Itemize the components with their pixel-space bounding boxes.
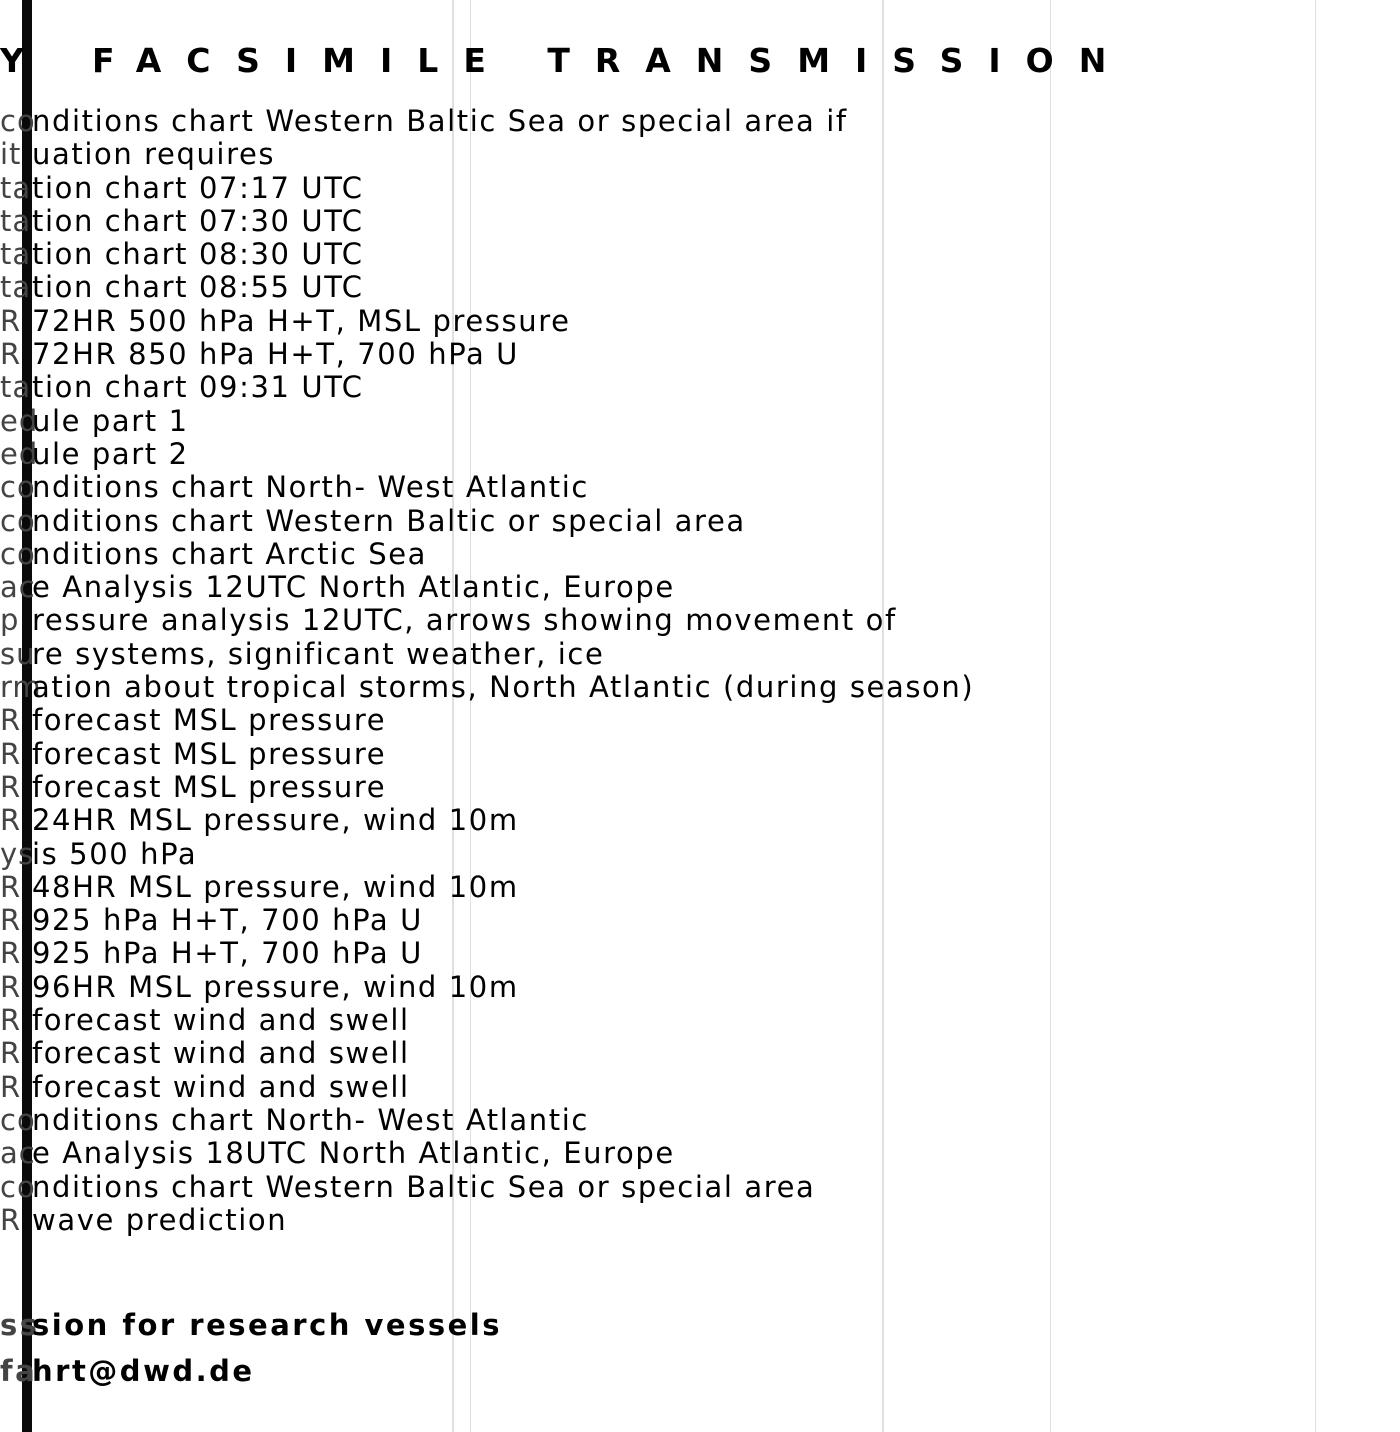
- line-text: nditions chart Western Baltic or special area: [32, 503, 746, 538]
- line-edge-fragment: ac: [0, 570, 36, 605]
- header-edge-glyph: Y: [0, 41, 49, 80]
- schedule-line: [0, 505, 1400, 538]
- line-text: nditions chart Arctic Sea: [32, 536, 428, 571]
- line-text: 72HR 500 hPa H+T, MSL pressure: [32, 303, 571, 338]
- line-text: wave prediction: [32, 1202, 288, 1237]
- schedule-line: [0, 405, 1400, 438]
- line-edge-fragment: ys: [0, 836, 35, 871]
- line-edge-fragment: R: [0, 736, 22, 771]
- schedule-line: [0, 1004, 1400, 1037]
- line-edge-fragment: co: [0, 1102, 36, 1137]
- line-text: is 500 hPa: [32, 836, 198, 871]
- schedule-line: [0, 371, 1400, 404]
- line-edge-fragment: ed: [0, 436, 39, 471]
- line-edge-fragment: su: [0, 636, 36, 671]
- line-text: ule part 2: [32, 436, 189, 471]
- schedule-line: [0, 671, 1400, 704]
- line-text: 24HR MSL pressure, wind 10m: [32, 803, 519, 838]
- schedule-line: [0, 838, 1400, 871]
- line-text: forecast wind and swell: [32, 1069, 410, 1104]
- line-text: ule part 1: [32, 403, 189, 438]
- line-edge-fragment: ta: [0, 203, 32, 238]
- line-text: forecast MSL pressure: [32, 703, 387, 738]
- schedule-line: [0, 1071, 1400, 1104]
- schedule-line: [0, 937, 1400, 970]
- line-edge-fragment: ta: [0, 170, 32, 205]
- line-text: 925 hPa H+T, 700 hPa U: [32, 936, 423, 971]
- schedule-line: [0, 438, 1400, 471]
- email-edge-fragment: fa: [0, 1354, 38, 1388]
- line-edge-fragment: co: [0, 1169, 36, 1204]
- schedule-line: [0, 105, 1400, 138]
- line-text: ressure analysis 12UTC, arrows showing movement of: [32, 603, 897, 638]
- line-text: forecast wind and swell: [32, 1003, 410, 1038]
- line-text: 72HR 850 hPa H+T, 700 hPa U: [32, 337, 520, 372]
- schedule-line: [0, 238, 1400, 271]
- line-edge-fragment: R: [0, 869, 22, 904]
- line-edge-fragment: R: [0, 303, 22, 338]
- line-edge-fragment: co: [0, 470, 36, 505]
- email-address: hrt@dwd.de: [32, 1354, 255, 1388]
- line-edge-fragment: co: [0, 536, 36, 571]
- line-text: re systems, significant weather, ice: [32, 636, 605, 671]
- schedule-line: [0, 971, 1400, 1004]
- line-edge-fragment: ta: [0, 370, 32, 405]
- line-edge-fragment: R: [0, 1069, 22, 1104]
- line-text: nditions chart Western Baltic Sea or special area: [32, 1169, 816, 1204]
- line-text: forecast wind and swell: [32, 1036, 410, 1071]
- schedule-line: [0, 172, 1400, 205]
- schedule-line: [0, 1204, 1400, 1237]
- line-edge-fragment: rm: [0, 670, 42, 705]
- schedule-line: [0, 1104, 1400, 1137]
- schedule-line: [0, 138, 1400, 171]
- line-text: tion chart 07:30 UTC: [32, 203, 364, 238]
- line-edge-fragment: ac: [0, 1136, 36, 1171]
- line-text: tion chart 07:17 UTC: [32, 170, 364, 205]
- email-line: [0, 1349, 1400, 1393]
- line-text: nditions chart North- West Atlantic: [32, 470, 589, 505]
- schedule-list: [0, 105, 1400, 1237]
- fax-header: [0, 36, 1400, 86]
- line-edge-fragment: ta: [0, 270, 32, 305]
- schedule-line: [0, 771, 1400, 804]
- line-text: e Analysis 18UTC North Atlantic, Europe: [32, 1136, 675, 1171]
- schedule-line: [0, 338, 1400, 371]
- line-edge-fragment: co: [0, 503, 36, 538]
- line-edge-fragment: co: [0, 104, 36, 138]
- research-edge-fragment: ss: [0, 1308, 40, 1342]
- line-text: forecast MSL pressure: [32, 769, 387, 804]
- schedule-line: [0, 604, 1400, 637]
- schedule-line: [0, 271, 1400, 304]
- line-text: 925 hPa H+T, 700 hPa U: [32, 903, 423, 938]
- schedule-line: [0, 704, 1400, 737]
- line-text: tion chart 09:31 UTC: [32, 370, 364, 405]
- schedule-line: [0, 305, 1400, 338]
- line-edge-fragment: R: [0, 1003, 22, 1038]
- line-edge-fragment: R: [0, 903, 22, 938]
- schedule-line: [0, 1171, 1400, 1204]
- line-edge-fragment: R: [0, 936, 22, 971]
- line-edge-fragment: p: [0, 603, 20, 638]
- research-vessels-line: [0, 1303, 1400, 1347]
- line-text: e Analysis 12UTC North Atlantic, Europe: [32, 570, 675, 605]
- schedule-line: [0, 471, 1400, 504]
- schedule-line: [0, 804, 1400, 837]
- research-vessels-text: sion for research vessels: [32, 1308, 502, 1342]
- line-edge-fragment: R: [0, 803, 22, 838]
- schedule-line: [0, 638, 1400, 671]
- line-edge-fragment: R: [0, 337, 22, 372]
- line-edge-fragment: R: [0, 1202, 22, 1237]
- line-text: nditions chart Western Baltic Sea or special area if: [32, 104, 848, 138]
- line-text: forecast MSL pressure: [32, 736, 387, 771]
- line-text: 48HR MSL pressure, wind 10m: [32, 869, 519, 904]
- schedule-line: [0, 738, 1400, 771]
- schedule-line: [0, 1037, 1400, 1070]
- fax-title: FACSIMILE TRANSMISSION: [92, 41, 1132, 80]
- line-edge-fragment: ta: [0, 237, 32, 272]
- line-text: tion chart 08:30 UTC: [32, 237, 364, 272]
- schedule-line: [0, 1137, 1400, 1170]
- schedule-line: [0, 205, 1400, 238]
- line-edge-fragment: ed: [0, 403, 39, 438]
- line-text: uation requires: [32, 137, 276, 172]
- line-edge-fragment: R: [0, 1036, 22, 1071]
- line-text: nditions chart North- West Atlantic: [32, 1102, 589, 1137]
- line-edge-fragment: it: [0, 137, 22, 172]
- schedule-line: [0, 871, 1400, 904]
- line-text: tion chart 08:55 UTC: [32, 270, 364, 305]
- line-edge-fragment: R: [0, 769, 22, 804]
- schedule-line: [0, 538, 1400, 571]
- schedule-line: [0, 904, 1400, 937]
- line-edge-fragment: R: [0, 969, 22, 1004]
- line-text: 96HR MSL pressure, wind 10m: [32, 969, 519, 1004]
- line-text: ation about tropical storms, North Atlantic (during season): [32, 670, 975, 705]
- schedule-line: [0, 571, 1400, 604]
- line-edge-fragment: R: [0, 703, 22, 738]
